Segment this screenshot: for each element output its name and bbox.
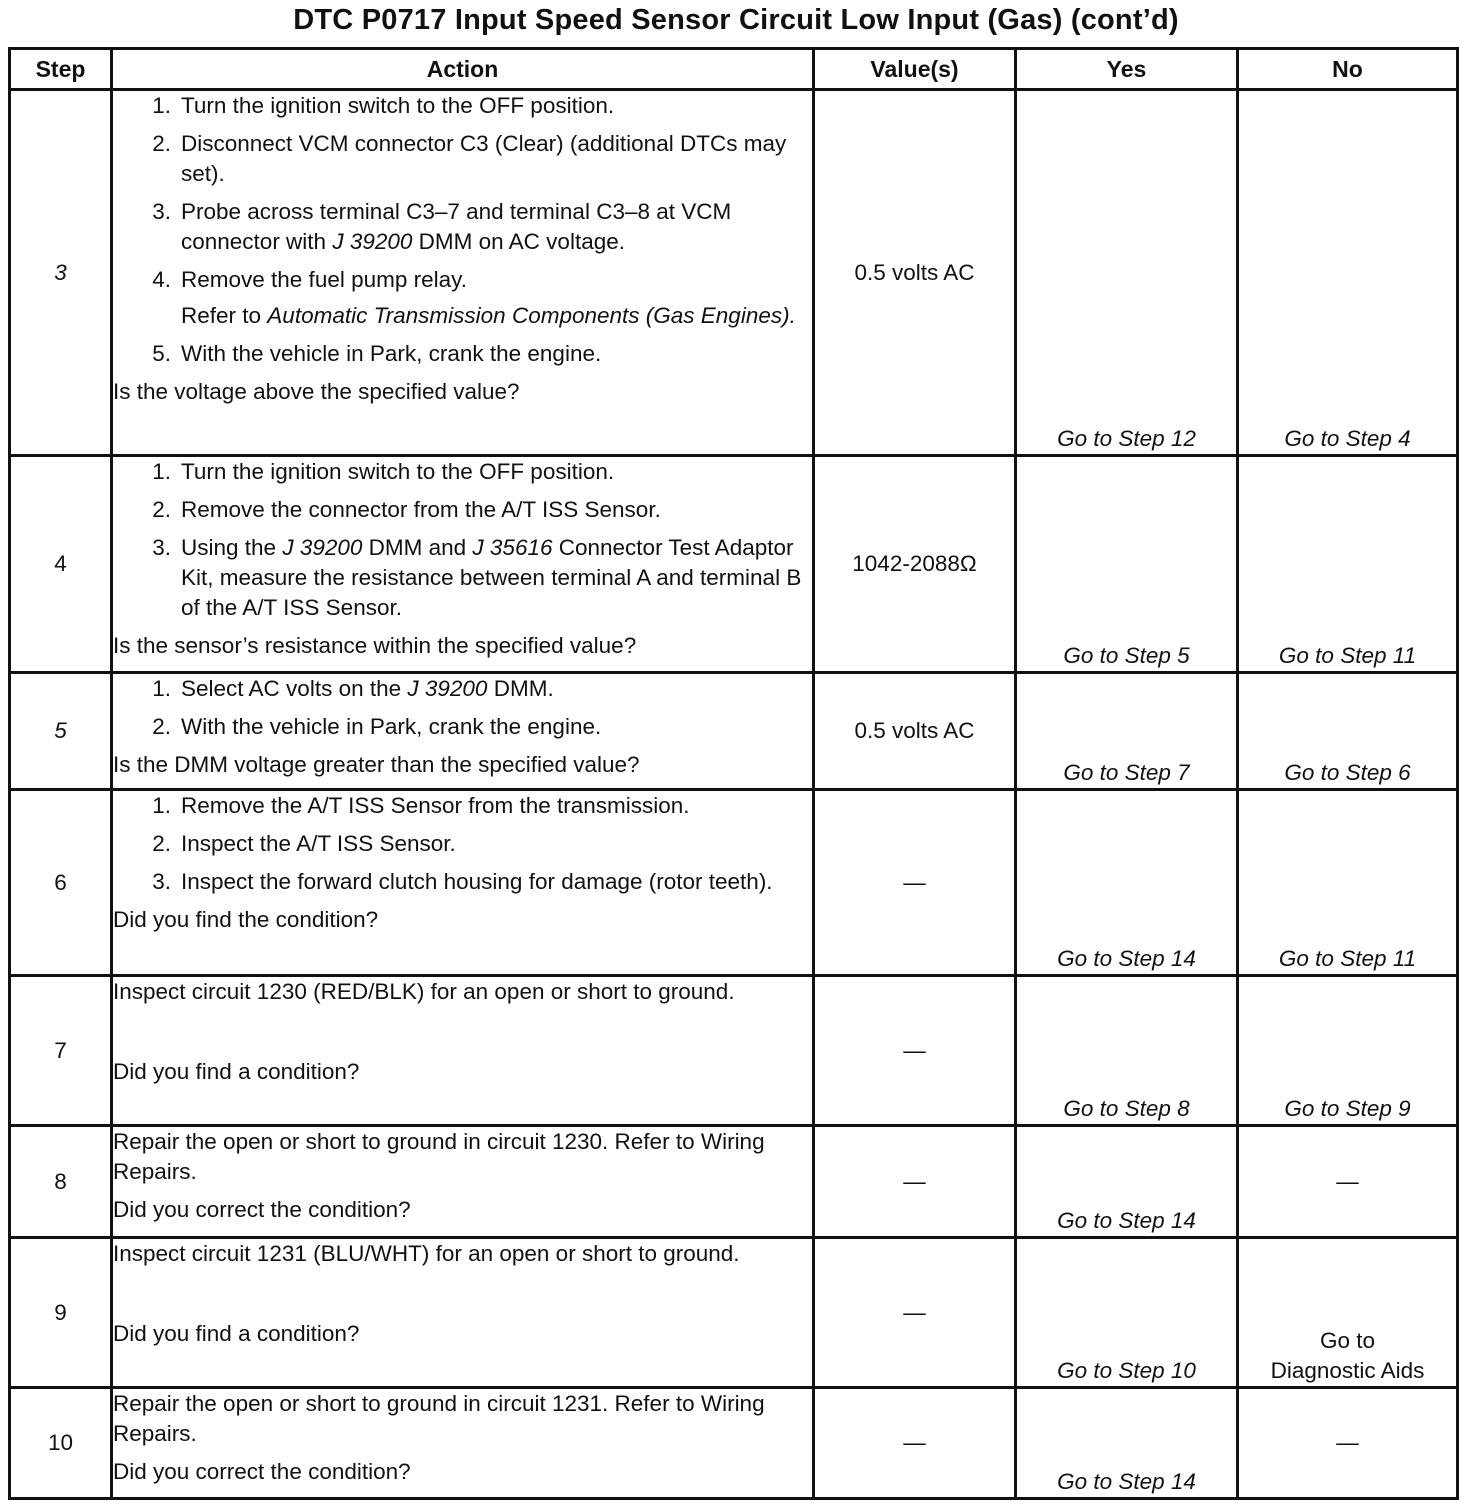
no-cell: — [1238, 1388, 1458, 1499]
no-cell: Go to Step 11 [1238, 790, 1458, 976]
substep: 2. Disconnect VCM connector C3 (Clear) (additional DTCs may set). [152, 131, 787, 186]
diagnostic-table [8, 47, 1459, 1500]
value-cell: — [814, 1388, 1016, 1499]
question-text: Did you correct the condition? [113, 1197, 411, 1222]
substep-list [113, 791, 812, 897]
no-line-2: Diagnostic Aids [1270, 1358, 1425, 1383]
value-cell: — [814, 1238, 1016, 1388]
header-row [10, 49, 1458, 90]
header-yes: Yes [1016, 49, 1238, 90]
step-number: 3 [10, 90, 112, 456]
table-row-step-3 [10, 90, 1458, 456]
value-cell: — [814, 1126, 1016, 1238]
step-number: 7 [10, 976, 112, 1126]
no-line-1: Go to [1319, 1328, 1376, 1353]
header-action: Action [112, 49, 814, 90]
substep-list [113, 457, 812, 623]
action-cell [112, 673, 814, 790]
substep: 3. Using the J 39200 DMM and J 35616 Connector Test Adaptor Kit, measure the resistance between terminal A and terminal B of the A/T ISS Sensor. [152, 535, 802, 620]
tool-reference: J 39200 [332, 229, 413, 254]
no-cell: Go to Step 9 [1238, 976, 1458, 1126]
action-cell [112, 976, 814, 1126]
no-cell: Go to Step 11 [1238, 456, 1458, 673]
yes-cell: Go to Step 14 [1016, 1126, 1238, 1238]
action-cell [112, 790, 814, 976]
question-text: Did you find a condition? [113, 1321, 360, 1346]
value-cell: — [814, 790, 1016, 976]
header-step: Step [10, 49, 112, 90]
table-row-step-10 [10, 1388, 1458, 1499]
no-cell: — [1238, 1126, 1458, 1238]
action-cell [112, 1388, 814, 1499]
action-text: Repair the open or short to ground in circuit 1231. Refer to Wiring Repairs. [113, 1391, 765, 1446]
no-cell: Go to Step 4 [1238, 90, 1458, 456]
yes-cell: Go to Step 5 [1016, 456, 1238, 673]
yes-cell: Go to Step 14 [1016, 790, 1238, 976]
action-cell [112, 90, 814, 456]
no-cell [1238, 1238, 1458, 1388]
substep-list [113, 91, 812, 369]
substep-note: Refer to Automatic Transmission Components (Gas Engines). [181, 303, 796, 328]
substep: 1. Turn the ignition switch to the OFF position. [152, 459, 615, 484]
header-value: Value(s) [814, 49, 1016, 90]
step-number: 6 [10, 790, 112, 976]
step-number: 4 [10, 456, 112, 673]
yes-cell: Go to Step 10 [1016, 1238, 1238, 1388]
substep: 2. Inspect the A/T ISS Sensor. [152, 831, 456, 856]
value-cell: — [814, 976, 1016, 1126]
substep: 4. Remove the fuel pump relay. Refer to Automatic Transmission Components (Gas Engines). [113, 265, 812, 331]
action-cell [112, 1238, 814, 1388]
step-number: 9 [10, 1238, 112, 1388]
action-cell [112, 1126, 814, 1238]
table-row-step-8 [10, 1126, 1458, 1238]
substep: 1. Remove the A/T ISS Sensor from the transmission. [152, 793, 690, 818]
question-text: Did you find the condition? [113, 907, 379, 932]
substep: 3. Probe across terminal C3–7 and terminal C3–8 at VCM connector with J 39200 DMM on AC voltage. [152, 199, 732, 254]
step-number: 10 [10, 1388, 112, 1499]
table-row-step-7 [10, 976, 1458, 1126]
table-row-step-6 [10, 790, 1458, 976]
action-text: Inspect circuit 1230 (RED/BLK) for an open or short to ground. [113, 979, 735, 1004]
substep: 5. With the vehicle in Park, crank the engine. [152, 341, 602, 366]
table-row-step-5 [10, 673, 1458, 790]
yes-cell: Go to Step 7 [1016, 673, 1238, 790]
substep-list [113, 674, 812, 742]
tool-reference: J 35616 [472, 535, 553, 560]
question-text: Is the DMM voltage greater than the specified value? [113, 752, 640, 777]
table-row-step-4 [10, 456, 1458, 673]
tool-reference: J 39200 [407, 676, 488, 701]
substep: 3. Inspect the forward clutch housing for damage (rotor teeth). [152, 869, 773, 894]
substep: 1. Select AC volts on the J 39200 DMM. [152, 676, 554, 701]
step-number: 5 [10, 673, 112, 790]
value-cell: 0.5 volts AC [814, 673, 1016, 790]
question-text: Did you find a condition? [113, 1059, 360, 1084]
question-text: Is the sensor’s resistance within the specified value? [113, 633, 637, 658]
yes-cell: Go to Step 8 [1016, 976, 1238, 1126]
action-text: Inspect circuit 1231 (BLU/WHT) for an open or short to ground. [113, 1241, 740, 1266]
question-text: Is the voltage above the specified value? [113, 379, 520, 404]
substep: 2. Remove the connector from the A/T ISS Sensor. [152, 497, 661, 522]
action-text: Repair the open or short to ground in circuit 1230. Refer to Wiring Repairs. [113, 1129, 765, 1184]
substep: 1. Turn the ignition switch to the OFF position. [152, 93, 615, 118]
step-number: 8 [10, 1126, 112, 1238]
no-cell: Go to Step 6 [1238, 673, 1458, 790]
action-cell [112, 456, 814, 673]
yes-cell: Go to Step 12 [1016, 90, 1238, 456]
value-cell: 1042-2088Ω [814, 456, 1016, 673]
header-no: No [1238, 49, 1458, 90]
table-row-step-9 [10, 1238, 1458, 1388]
yes-cell: Go to Step 14 [1016, 1388, 1238, 1499]
substep: 2. With the vehicle in Park, crank the engine. [152, 714, 602, 739]
document-reference: Automatic Transmission Components (Gas Engines). [267, 303, 796, 328]
page-title: DTC P0717 Input Speed Sensor Circuit Low Input (Gas) (cont’d) [293, 4, 1179, 36]
question-text: Did you correct the condition? [113, 1459, 411, 1484]
tool-reference: J 39200 [282, 535, 363, 560]
value-cell: 0.5 volts AC [814, 90, 1016, 456]
